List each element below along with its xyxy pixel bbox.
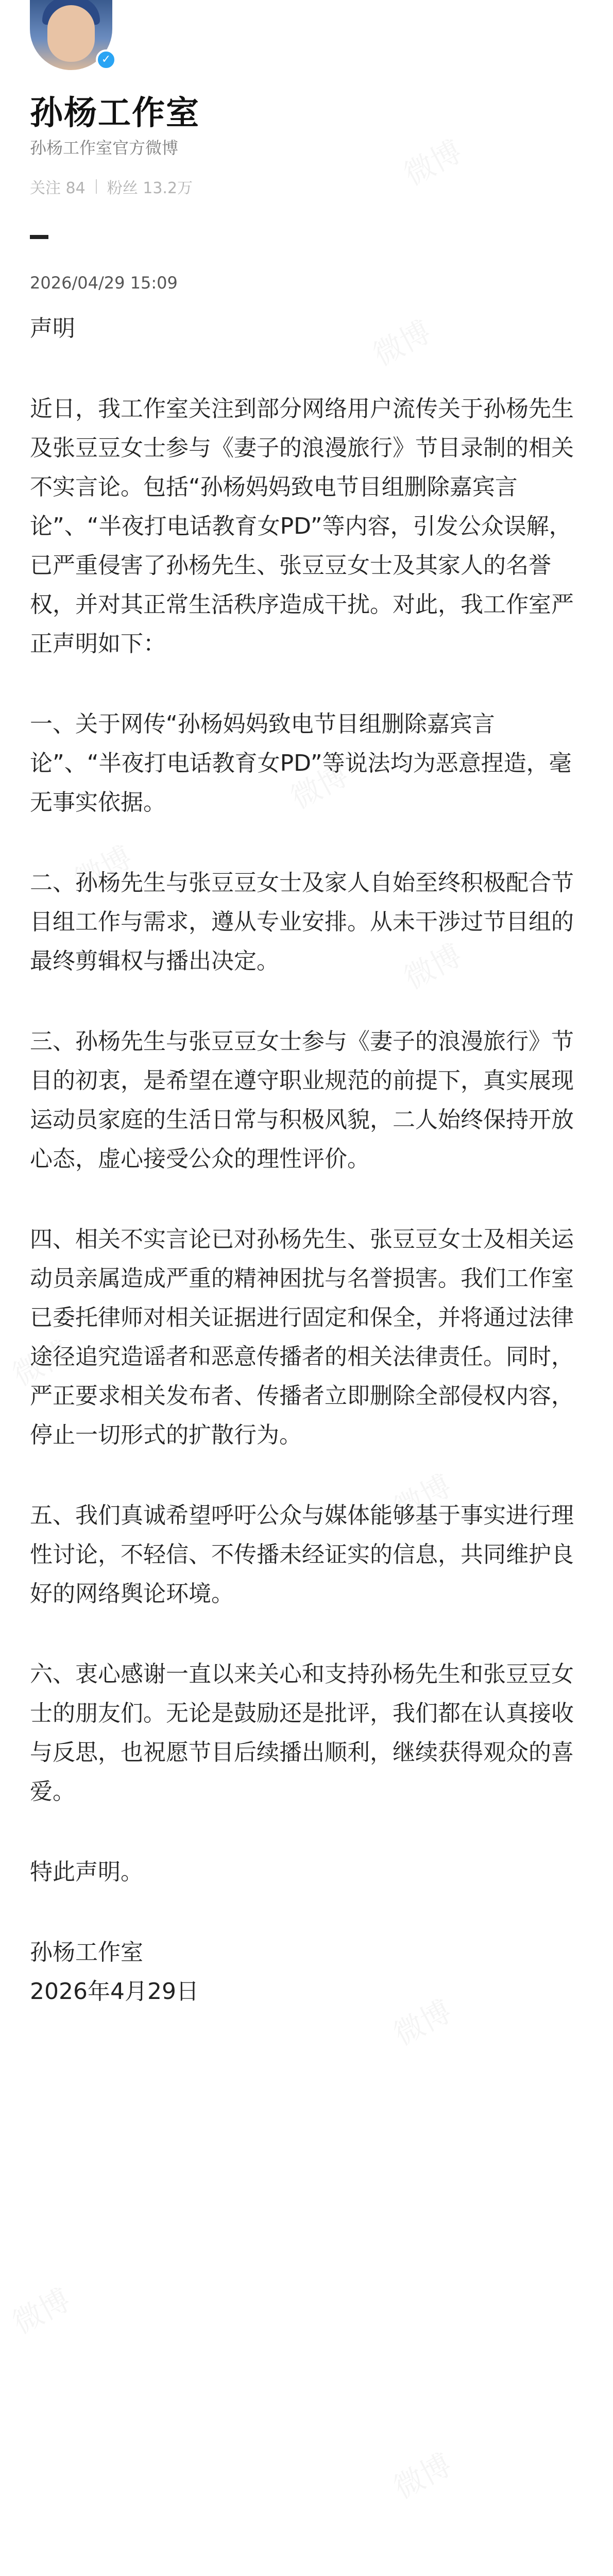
follow-count[interactable]: 关注 84 <box>30 179 86 197</box>
account-description: 孙杨工作室官方微博 <box>30 138 179 158</box>
paragraph-point-3: 三、孙杨先生与张豆豆女士参与《妻子的浪漫旅行》节目的初衷，是希望在遵守职业规范的前提下，真实展现运动员家庭的生活日常与积极风貌，二人始终保持开放心态，虚心接受公众的理性评价。 <box>30 1028 574 1172</box>
signature: 孙杨工作室 <box>30 1939 143 1965</box>
watermark <box>4 2276 77 2343</box>
watermark <box>395 128 468 194</box>
fans-count[interactable]: 粉丝 13.2万 <box>107 179 193 197</box>
verified-badge-icon: ✓ <box>96 49 116 70</box>
paragraph-point-1: 一、关于网传“孙杨妈妈致电节目组删除嘉宾言论”、“半夜打电话教育女PD”等说法均为恶意捏造，毫无事实依据。 <box>30 711 572 816</box>
account-name[interactable]: 孙杨工作室 <box>30 94 200 132</box>
paragraph-point-5: 五、我们真诚希望呼吁公众与媒体能够基于事实进行理性讨论，不轻信、不传播未经证实的信息，共同维护良好的网络舆论环境。 <box>30 1502 574 1607</box>
signature-date: 2026年4月29日 <box>30 1978 199 2005</box>
stats-divider <box>96 179 97 194</box>
post-body <box>30 309 586 2011</box>
section-divider <box>30 235 48 239</box>
avatar-face <box>47 5 95 62</box>
paragraph-point-2: 二、孙杨先生与张豆豆女士及家人自始至终积极配合节目组工作与需求，遵从专业安排。从未干涉过节目组的最终剪辑权与播出决定。 <box>30 870 574 974</box>
watermark <box>385 2441 458 2507</box>
post-timestamp: 2026/04/29 15:09 <box>30 273 178 293</box>
paragraph-intro: 近日，我工作室关注到部分网络用户流传关于孙杨先生及张豆豆女士参与《妻子的浪漫旅行》节目录制的相关不实言论。包括“孙杨妈妈致电节目组删除嘉宾言论”、“半夜打电话教育女PD”等内容，引发公众误解，已严重侵害了孙杨先生、张豆豆女士及其家人的名誉权，并对其正常生活秩序造成干扰。对此，我工作室严正声明如下： <box>30 396 574 657</box>
post-title: 声明 <box>30 315 75 342</box>
account-stats <box>30 175 193 198</box>
paragraph-point-4: 四、相关不实言论已对孙杨先生、张豆豆女士及相关运动员亲属造成严重的精神困扰与名誉损害。我们工作室已委托律师对相关证据进行固定和保全，并将通过法律途径追究造谣者和恶意传播者的相关法律责任。同时，严正要求相关发布者、传播者立即删除全部侵权内容，停止一切形式的扩散行为。 <box>30 1226 574 1448</box>
paragraph-closing: 特此声明。 <box>30 1859 143 1885</box>
paragraph-point-6: 六、衷心感谢一直以来关心和支持孙杨先生和张豆豆女士的朋友们。无论是鼓励还是批评，我们都在认真接收与反思，也祝愿节目后续播出顺利，继续获得观众的喜爱。 <box>30 1661 574 1805</box>
